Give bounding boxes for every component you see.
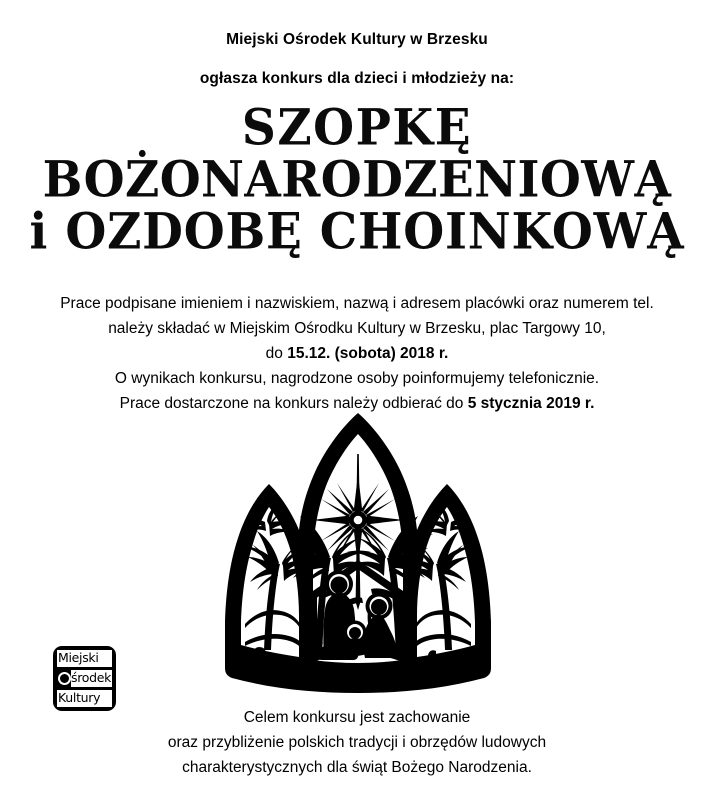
nativity-illustration xyxy=(193,410,523,695)
logo-line-osrodek-text: środek xyxy=(71,670,112,686)
submission-deadline-date: 15.12. (sobota) 2018 r. xyxy=(287,345,449,363)
body-text-block xyxy=(0,291,714,417)
title-line-1: SZOPKĘ xyxy=(241,98,473,158)
title-line-2: BOŻONARODZENIOWĄ xyxy=(42,150,672,210)
body-line-1: Prace podpisane imieniem i nazwiskiem, nazwą i adresem placówki oraz numerem tel. xyxy=(60,295,654,312)
logo-circle-o-icon xyxy=(58,672,71,685)
footer-line-3: charakterystycznych dla świąt Bożego Narodzenia. xyxy=(182,759,532,777)
footer-line-2: oraz przybliżenie polskich tradycji i obrzędów ludowych xyxy=(167,734,547,752)
footer-line-1: Celem konkursu jest zachowanie xyxy=(243,709,471,726)
mok-logo xyxy=(53,646,116,711)
title-line-3: i OZDOBĘ CHOINKOWĄ xyxy=(29,202,685,262)
body-line-3 xyxy=(0,341,714,366)
footer-text-block xyxy=(0,705,714,780)
deadline-prefix: do xyxy=(265,345,288,363)
logo-line-kultury: Kultury xyxy=(57,690,112,707)
pickup-deadline-date: 5 stycznia 2019 r. xyxy=(467,395,595,413)
logo-line-osrodek xyxy=(57,670,112,687)
body-line-4: O wynikach konkursu, nagrodzone osoby poinformujemy telefonicznie. xyxy=(114,370,600,388)
page-title xyxy=(0,98,714,262)
pickup-prefix: Prace dostarczone na konkurs należy odbierać do xyxy=(119,395,468,413)
organizer-name: Miejski Ośrodek Kultury w Brzesku xyxy=(226,31,488,48)
logo-line-miejski: Miejski xyxy=(57,650,112,667)
announcement-line: ogłasza konkurs dla dzieci i młodzieży na: xyxy=(199,70,515,88)
header-block xyxy=(0,30,714,89)
body-line-2: należy składać w Miejskim Ośrodku Kultury w Brzesku, plac Targowy 10, xyxy=(108,320,606,338)
